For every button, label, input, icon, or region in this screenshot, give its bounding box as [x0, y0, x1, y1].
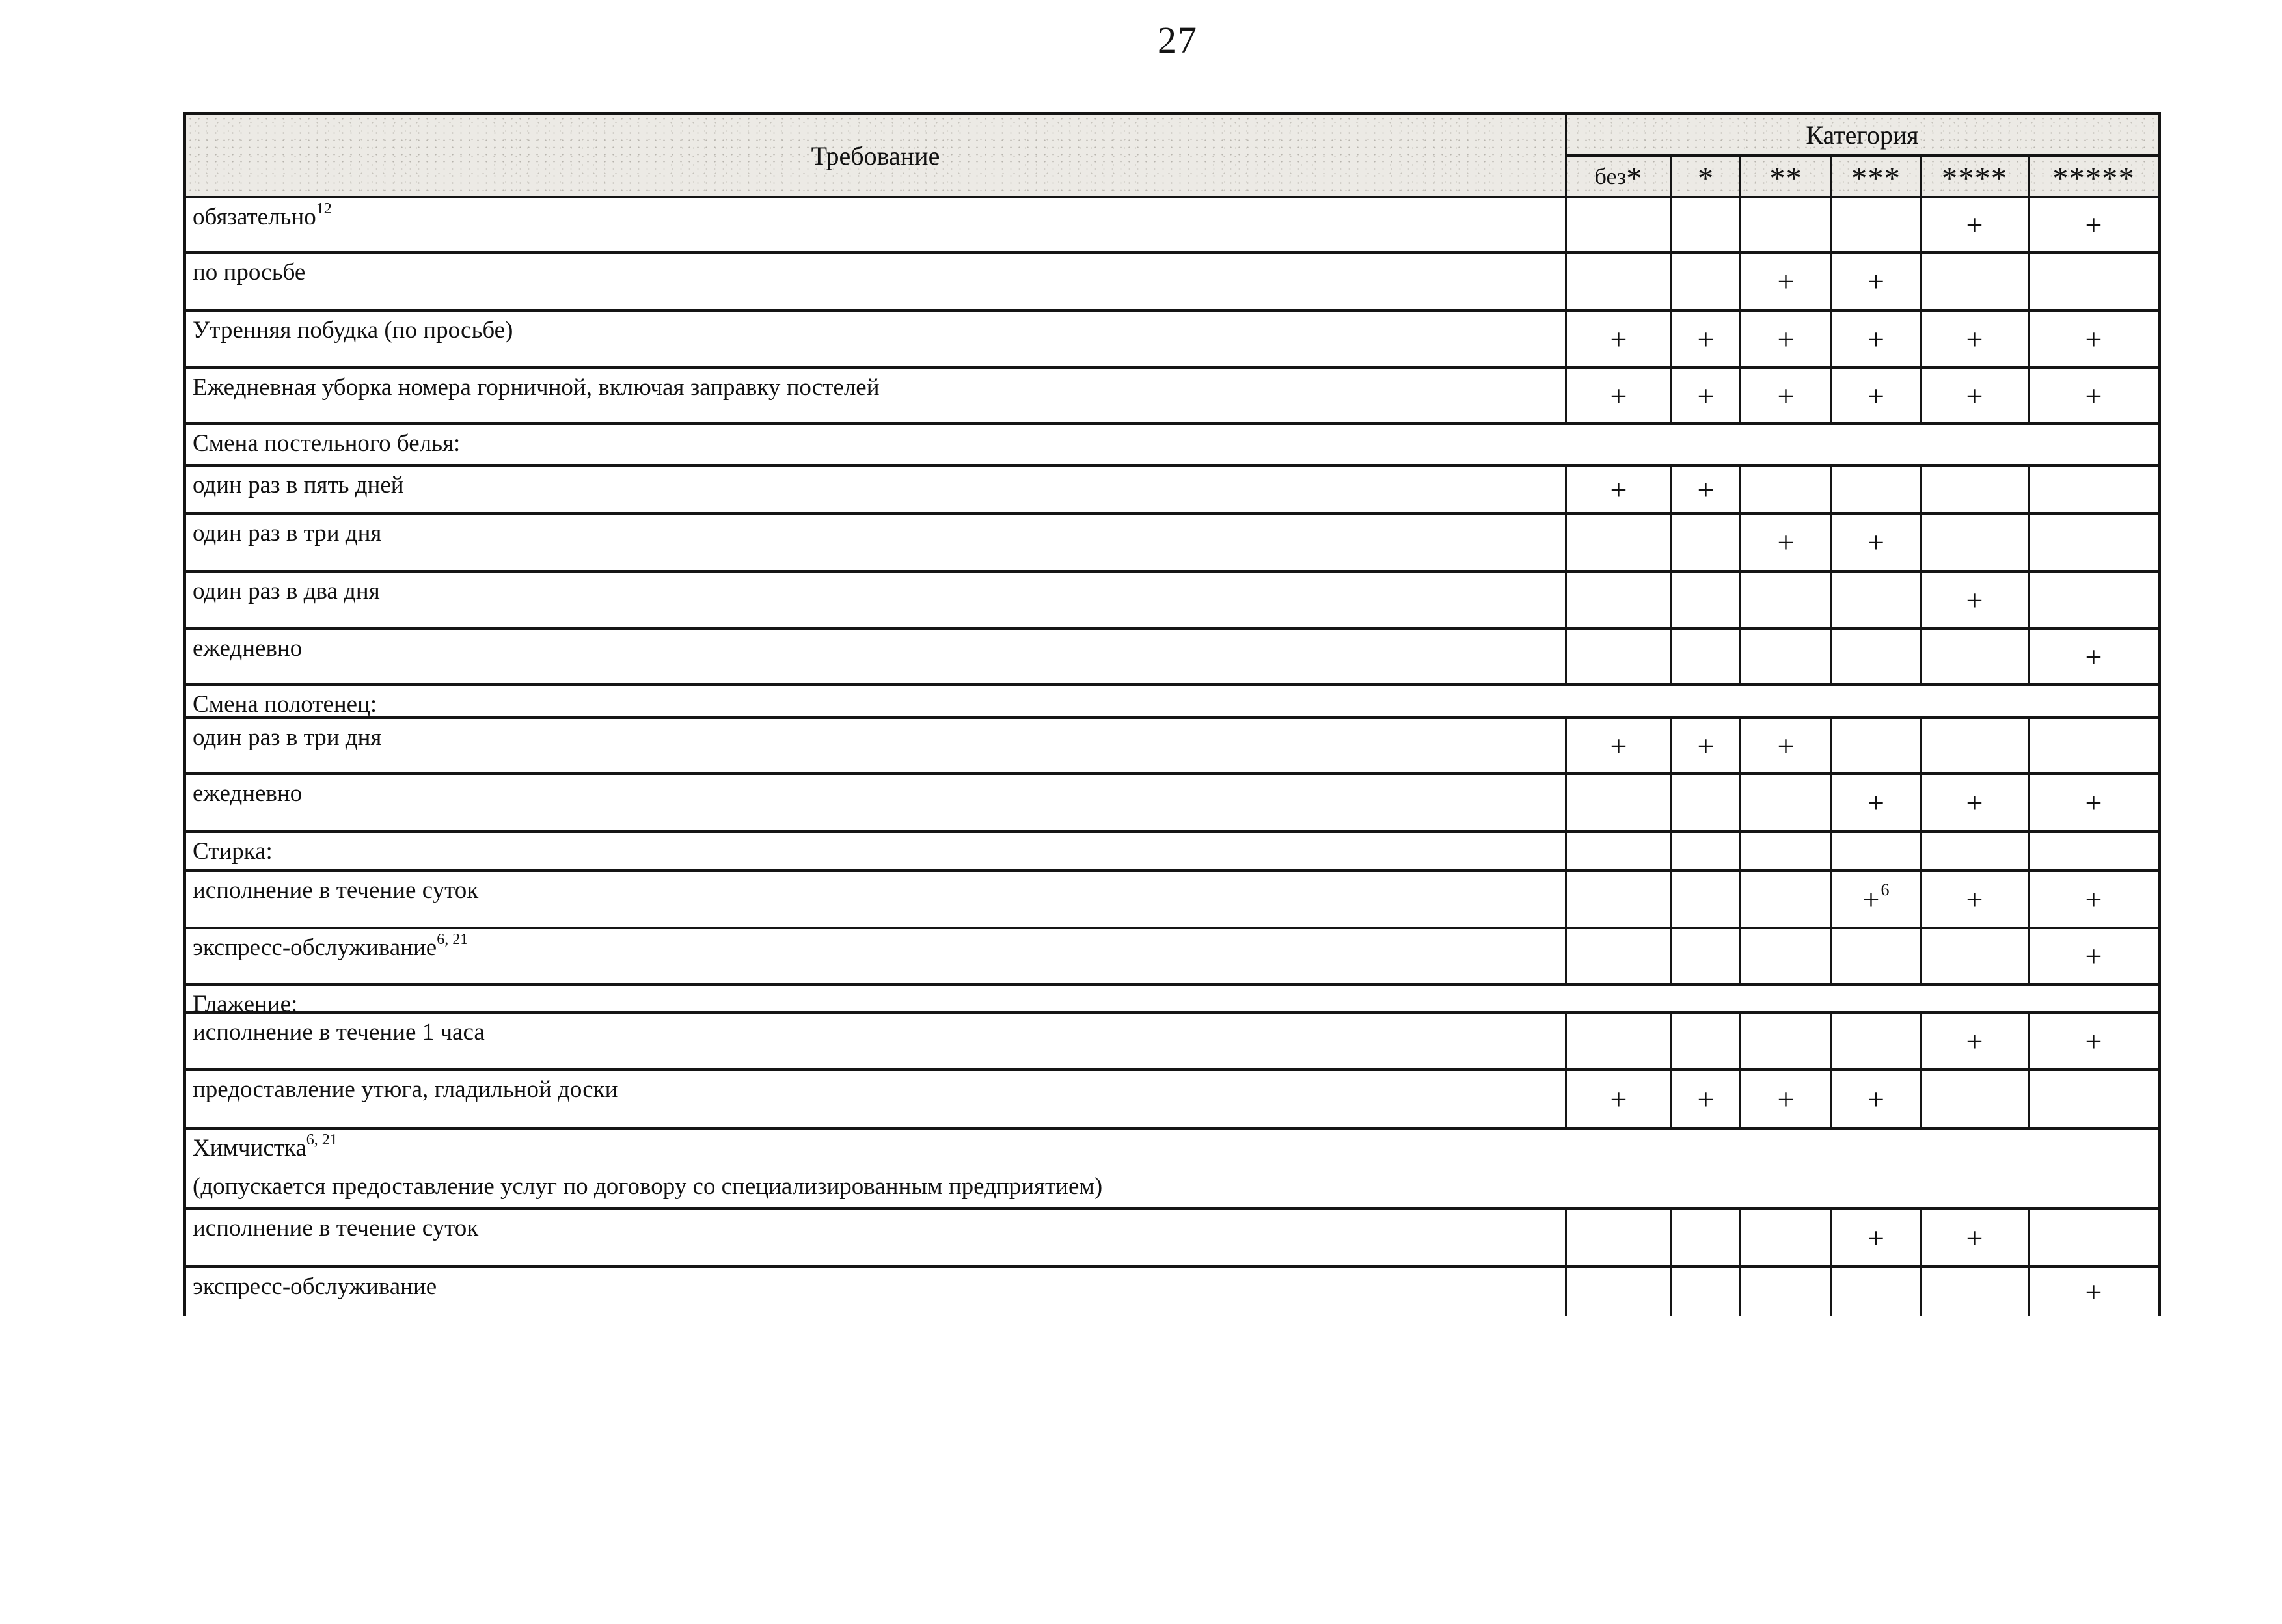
category-mark-cell [1567, 833, 1672, 869]
requirement-label: Смена полотенец: [193, 691, 377, 718]
category-mark-cell [2030, 630, 2158, 683]
category-mark-cell [2030, 467, 2158, 512]
category-mark-cell [2030, 573, 2158, 627]
plus-mark: + [1868, 322, 1884, 356]
category-mark-cell [1741, 254, 1832, 309]
column-header-requirement: Требование [186, 115, 1567, 196]
plus-mark: + [1868, 1082, 1884, 1116]
category-mark-cell [1922, 467, 2030, 512]
table-row [186, 312, 2158, 369]
table-row [186, 369, 2158, 425]
category-mark-cell [1672, 573, 1741, 627]
category-mark-cell [1832, 929, 1922, 983]
category-mark-cell [1832, 1268, 1922, 1316]
column-header-category: Категория [1567, 115, 2158, 157]
category-mark-cell [2030, 1071, 2158, 1127]
category-mark-cell [1922, 312, 2030, 366]
category-mark-cell [1741, 467, 1832, 512]
category-mark-cell [1567, 1071, 1672, 1127]
table-row [186, 467, 2158, 515]
plus-mark: + [1868, 1221, 1884, 1254]
plus-mark: + [1777, 729, 1795, 763]
category-mark-cell [1922, 1268, 2030, 1316]
category-mark-cell [1922, 719, 2030, 772]
category-mark-cell [1741, 630, 1832, 683]
table-header [186, 115, 2158, 198]
requirement-label-cell [186, 198, 1567, 251]
plus-mark: + [2085, 786, 2102, 819]
requirements-table [183, 112, 2161, 1316]
requirement-label: Смена постельного белья: [193, 430, 461, 457]
category-mark-cell [2030, 515, 2158, 570]
plus-mark: + [1966, 208, 1983, 241]
category-mark-cell [1567, 1014, 1672, 1068]
requirement-label: экспресс-обслуживание [193, 1273, 437, 1300]
category-mark-cell [1832, 369, 1922, 422]
requirement-label: один раз в два дня [193, 578, 380, 604]
requirement-label-cell [186, 1071, 1567, 1127]
plus-mark: + [1966, 882, 1983, 916]
category-mark-cell [2030, 929, 2158, 983]
requirement-label-cell [186, 929, 1567, 983]
category-mark-cell [2030, 775, 2158, 830]
category-mark-cell [1741, 1210, 1832, 1265]
category-mark-cell [2030, 369, 2158, 422]
category-mark-cell [1922, 775, 2030, 830]
section-row [186, 425, 2158, 467]
category-mark-cell [1567, 515, 1672, 570]
category-mark-cell [1922, 833, 2030, 869]
category-mark-cell [1741, 872, 1832, 927]
plus-mark: + [2085, 379, 2102, 413]
star-glyphs: * [1697, 161, 1715, 196]
plus-mark: + [1777, 322, 1795, 356]
category-mark-cell [1741, 1268, 1832, 1316]
plus-mark: + [1610, 472, 1627, 506]
requirement-label-cell [186, 833, 1567, 869]
category-mark-cell [2030, 872, 2158, 927]
section-label-cell [186, 425, 2158, 464]
category-mark-cell [1672, 929, 1741, 983]
plus-mark: + [1610, 1082, 1627, 1116]
section-label-cell [186, 986, 2158, 1018]
plus-mark: + [1610, 322, 1627, 356]
table-row [186, 833, 2158, 872]
category-mark-cell [1832, 630, 1922, 683]
category-mark-cell [1922, 515, 2030, 570]
requirement-label-cell [186, 1268, 1567, 1316]
section-label-cell [186, 686, 2158, 716]
column-header-stars [2030, 157, 2158, 196]
table-row [186, 1268, 2158, 1316]
footnote-reference: 12 [316, 200, 332, 217]
category-mark-cell [1922, 1210, 2030, 1265]
table-row [186, 775, 2158, 833]
plus-mark: + [1610, 379, 1627, 413]
category-mark-cell [1672, 872, 1741, 927]
plus-mark: + [1697, 729, 1715, 763]
category-mark-cell [1567, 254, 1672, 309]
footnote-reference: 6, 21 [437, 930, 469, 948]
category-mark-cell [2030, 254, 2158, 309]
category-mark-cell [1832, 1210, 1922, 1265]
category-mark-cell [2030, 1014, 2158, 1068]
table-row [186, 254, 2158, 312]
plus-mark: + [1868, 786, 1884, 819]
plus-mark: + [1966, 379, 1983, 413]
plus-mark: + [2085, 940, 2102, 973]
category-mark-cell [1922, 1071, 2030, 1127]
plus-mark: + [2085, 640, 2102, 673]
category-mark-cell [1832, 1071, 1922, 1127]
category-mark-cell [1741, 775, 1832, 830]
star-glyphs: * [1626, 161, 1643, 196]
requirement-label: Химчистка [193, 1135, 306, 1161]
category-mark-cell [1567, 369, 1672, 422]
category-mark-cell [1832, 775, 1922, 830]
requirement-label-cell [186, 719, 1567, 772]
category-mark-cell [1922, 369, 2030, 422]
requirement-label: по просьбе [193, 259, 306, 286]
category-mark-cell [1922, 630, 2030, 683]
requirement-label: ежедневно [193, 780, 303, 807]
table-row [186, 1014, 2158, 1071]
section-label-line2: (допускается предоставление услуг по договору со специализированным предприятием) [193, 1172, 1103, 1200]
category-mark-cell [1672, 254, 1741, 309]
category-mark-cell [1832, 719, 1922, 772]
category-mark-cell [1672, 833, 1741, 869]
requirement-label-cell [186, 312, 1567, 366]
requirement-label: Утренняя побудка (по просьбе) [193, 317, 513, 344]
category-mark-cell [2030, 1210, 2158, 1265]
category-mark-cell [1672, 630, 1741, 683]
category-header-block [1567, 115, 2158, 196]
category-mark-cell [1567, 312, 1672, 366]
category-mark-cell [1672, 1071, 1741, 1127]
category-mark-cell [1832, 833, 1922, 869]
category-mark-cell [1567, 630, 1672, 683]
category-mark-cell [1832, 198, 1922, 251]
category-mark-cell [1672, 775, 1741, 830]
plus-mark: + [1862, 882, 1880, 916]
plus-mark: + [1777, 265, 1795, 298]
requirement-label-cell [186, 369, 1567, 422]
requirement-label: Глажение: [193, 991, 298, 1018]
category-mark-cell [1567, 1210, 1672, 1265]
requirement-label-cell [186, 872, 1567, 927]
category-mark-cell [1741, 198, 1832, 251]
category-mark-cell [1741, 312, 1832, 366]
category-mark-cell [2030, 833, 2158, 869]
requirement-label: экспресс-обслуживание [193, 934, 437, 961]
category-mark-cell [1672, 1210, 1741, 1265]
section-row [186, 686, 2158, 719]
requirement-label: Стирка: [193, 838, 273, 865]
plus-mark: + [1966, 322, 1983, 356]
category-mark-cell [1922, 929, 2030, 983]
star-glyphs: ***** [2052, 161, 2135, 196]
table-row [186, 719, 2158, 775]
table-row [186, 929, 2158, 986]
table-row [186, 573, 2158, 630]
plus-mark: + [2085, 1024, 2102, 1058]
category-star-columns [1567, 157, 2158, 196]
category-mark-cell [1672, 1014, 1741, 1068]
plus-mark: + [1697, 472, 1715, 506]
category-mark-cell [1922, 254, 2030, 309]
category-mark-cell [1567, 467, 1672, 512]
table-body [186, 198, 2158, 1316]
requirement-label: один раз в пять дней [193, 472, 404, 498]
table-row [186, 630, 2158, 686]
star-glyphs: **** [1941, 161, 2008, 196]
requirement-label-cell [186, 254, 1567, 309]
requirement-label: исполнение в течение суток [193, 1215, 479, 1241]
requirement-label: исполнение в течение суток [193, 877, 479, 904]
category-mark-cell [1672, 719, 1741, 772]
page-number: 27 [1158, 19, 1198, 61]
category-mark-cell [1567, 775, 1672, 830]
requirement-label: один раз в три дня [193, 520, 382, 547]
category-mark-cell [1922, 198, 2030, 251]
footnote-reference: 6, 21 [306, 1131, 338, 1148]
category-mark-cell: + $^6$ [1832, 872, 1922, 927]
requirement-label: предоставление утюга, гладильной доски [193, 1076, 618, 1103]
category-mark-cell [1741, 369, 1832, 422]
category-mark-cell [1567, 929, 1672, 983]
plus-mark: + [1697, 322, 1715, 356]
category-mark-cell [1832, 515, 1922, 570]
category-mark-cell [2030, 198, 2158, 251]
column-header-stars [1922, 157, 2030, 196]
category-mark-cell [1672, 515, 1741, 570]
table-row [186, 1210, 2158, 1268]
plus-mark: + [1966, 1024, 1983, 1058]
category-mark-cell [1832, 254, 1922, 309]
plus-mark: + [1868, 265, 1884, 298]
column-header-stars: без * [1567, 157, 1672, 196]
plus-mark: + [2085, 882, 2102, 916]
category-mark-cell [1832, 1014, 1922, 1068]
category-mark-cell [1741, 573, 1832, 627]
section-row [186, 986, 2158, 1018]
plus-mark: + [1868, 526, 1884, 559]
category-mark-cell [2030, 312, 2158, 366]
requirement-label-cell [186, 467, 1567, 512]
plus-mark: + [1697, 1082, 1715, 1116]
plus-mark: + [1697, 379, 1715, 413]
section-label-cell [186, 1130, 2158, 1207]
plus-mark: + [2085, 322, 2102, 356]
column-header-stars [1672, 157, 1741, 196]
category-mark-cell [1672, 1268, 1741, 1316]
column-header-stars [1832, 157, 1922, 196]
category-mark-cell [1741, 1071, 1832, 1127]
plus-mark: + [2085, 1275, 2102, 1308]
plus-mark: + [1777, 379, 1795, 413]
category-mark-cell [1832, 312, 1922, 366]
category-mark-cell [2030, 1268, 2158, 1316]
category-mark-cell [1922, 573, 2030, 627]
requirement-label-cell [186, 1210, 1567, 1265]
category-mark-cell [1741, 929, 1832, 983]
table-row [186, 872, 2158, 929]
star-glyphs: ** [1769, 161, 1802, 196]
requirement-label: ежедневно [193, 635, 303, 662]
plus-mark: + [1868, 379, 1884, 413]
category-mark-cell [1567, 872, 1672, 927]
category-mark-cell [1672, 312, 1741, 366]
requirement-label-cell [186, 573, 1567, 627]
section-row [186, 1130, 2158, 1210]
category-mark-cell [2030, 719, 2158, 772]
requirement-label: один раз в три дня [193, 724, 382, 751]
column-header-stars [1741, 157, 1832, 196]
category-mark-cell [1832, 467, 1922, 512]
requirement-label-cell [186, 630, 1567, 683]
plus-mark: + [1966, 1221, 1983, 1254]
requirement-label: обязательно [193, 204, 316, 230]
category-mark-cell [1672, 467, 1741, 512]
plus-mark: + [1966, 583, 1983, 617]
requirement-label-cell [186, 1014, 1567, 1068]
category-mark-cell [1741, 1014, 1832, 1068]
requirement-label: Ежедневная уборка номера горничной, включая заправку постелей [193, 374, 880, 401]
table-row [186, 515, 2158, 573]
plus-mark: + [1777, 526, 1795, 559]
category-mark-cell [1741, 719, 1832, 772]
category-mark-cell [1922, 1014, 2030, 1068]
category-mark-cell [1672, 369, 1741, 422]
category-mark-cell [1567, 198, 1672, 251]
table-row [186, 1071, 2158, 1130]
category-mark-cell [1922, 872, 2030, 927]
table-row [186, 198, 2158, 254]
requirement-label-cell [186, 775, 1567, 830]
requirement-label: исполнение в течение 1 часа [193, 1019, 485, 1046]
plus-mark: + [2085, 208, 2102, 241]
category-mark-cell [1567, 1268, 1672, 1316]
plus-mark: + [1777, 1082, 1795, 1116]
star-glyphs: *** [1851, 161, 1901, 196]
category-mark-cell [1741, 833, 1832, 869]
category-mark-cell [1567, 719, 1672, 772]
category-mark-cell [1672, 198, 1741, 251]
requirement-label-cell [186, 515, 1567, 570]
category-mark-cell [1567, 573, 1672, 627]
category-mark-cell [1832, 573, 1922, 627]
plus-mark: + [1966, 786, 1983, 819]
plus-mark: + [1610, 729, 1627, 763]
category-mark-cell [1741, 515, 1832, 570]
